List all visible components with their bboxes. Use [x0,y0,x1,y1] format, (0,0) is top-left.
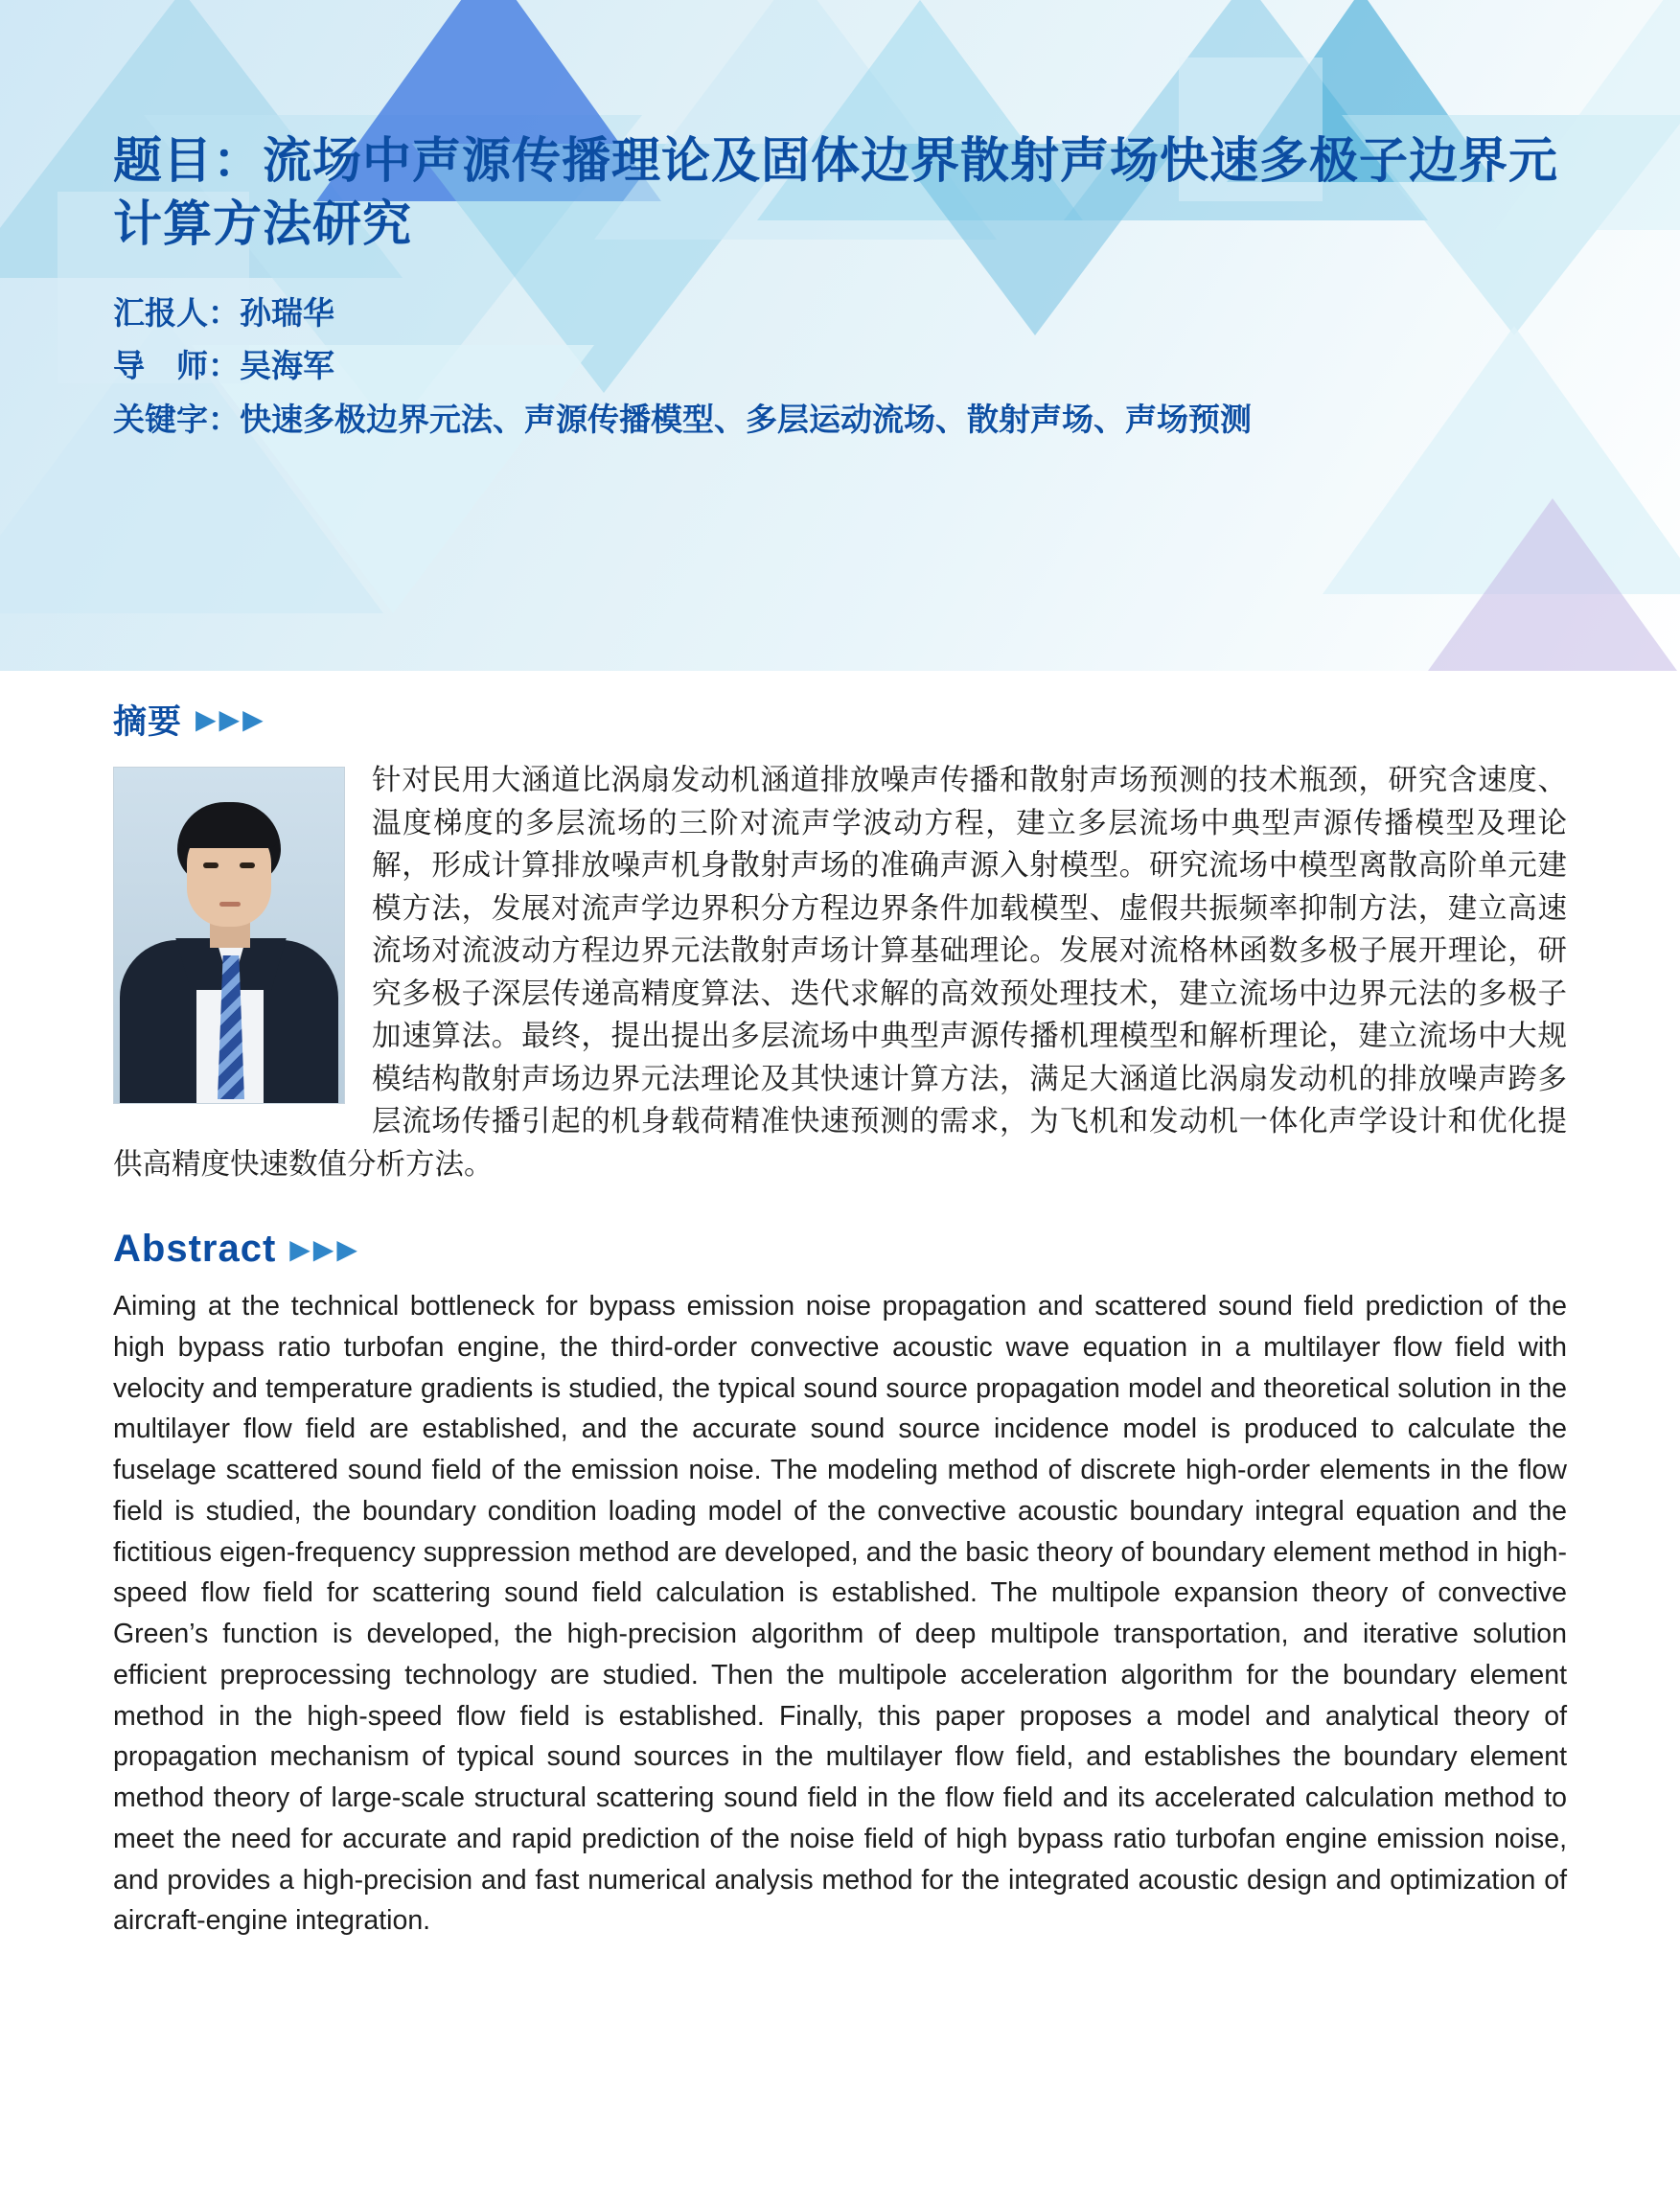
triangle-shape [1428,498,1677,671]
abstract-cn-body: 针对民用大涵道比涡扇发动机涵道排放噪声传播和散射声场预测的技术瓶颈，研究含速度、温度梯度的多层流场的三阶对流声学波动方程，建立多层流场中典型声源传播模型及理论解，形成计算排放噪声机身散射声场的准确声源入射模型。研究流场中模型离散高阶单元建模方法，发展对流声学边界积分方程边界条件加载模型、虚假共振频率抑制方法，建立高速流场对流波动方程边界元法散射声场计算基础理论。发展对流格林函数多极子展开理论，研究多极子深层传递高精度算法、迭代求解的高效预处理技术，建立流场中边界元法的多极子加速算法。最终，提出提出多层流场中典型声源传播机理模型和解析理论，建立流场中大规模结构散射声场边界元法理论及其快速计算方法，满足大涵道比涡扇发动机的排放噪声跨多层流场传播引起的机身载荷精准快速预测的需求，为飞机和发动机一体化声学设计和优化提供高精度快速数值分析方法。 [113,764,1567,1181]
abstract-cn-heading [113,696,1567,744]
abstract-en-label: Abstract [113,1228,277,1271]
abstract-cn-label: 摘要 [113,703,183,741]
arrows-icon: ▶▶▶ [289,1233,360,1264]
avatar [113,767,345,1104]
abstract-en-heading [113,1228,1567,1271]
abstract-cn-section [0,696,1680,1185]
advisor-line: 导 师：吴海军 [113,348,334,384]
page-title: 题目：流场中声源传播理论及固体边界散射声场快速多极子边界元计算方法研究 [113,133,1559,252]
abstract-en-body: Aiming at the technical bottleneck for bypass emission noise propagation and scattered sound field prediction of the high bypass ratio turbofan engine, the third-order convective acoustic wave equation in a multilayer flow field with velocity and temperature gradients is studied, the typical sound source propagation model and theoretical solution in the multilayer flow field are established, and the accurate sound source incidence model is produced to calculate the fuselage scattered sound field of the emission noise. The modeling method of discrete high-order elements in the flow field is studied, the boundary condition loading model of the convective acoustic boundary integral equation and the fictitious eigen-frequency suppression method are developed, and the basic theory of boundary element method in high-speed flow field for scattering sound field calculation is established. The multipole expansion theory of convective Green’s function is developed, the high-precision algorithm of deep multipole transportation, and iterative solution efficient preprocessing technology are studied. Then the multipole acceleration algorithm for the boundary element method in the high-speed flow field is established. Finally, this paper proposes a model and analytical theory of propagation mechanism of typical sound sources in the multilayer flow field, and establishes the boundary element method theory of large-scale structural scattering sound field in the flow field and its accelerated calculation method to meet the need for accurate and rapid prediction of the noise field of high bypass ratio turbofan engine emission noise, and provides a high-precision and fast numerical analysis method for the integrated acoustic design and optimization of aircraft-engine integration. [113,1291,1567,1937]
title-block [113,129,1579,443]
arrows-icon: ▶▶▶ [196,704,266,734]
keywords-line: 关键字：快速多极边界元法、声源传播模型、多层运动流场、散射声场、声场预测 [113,401,1252,437]
header-decorative-band [0,0,1680,671]
abstract-en-section [0,1228,1680,1942]
presenter-line: 汇报人：孙瑞华 [113,294,334,331]
